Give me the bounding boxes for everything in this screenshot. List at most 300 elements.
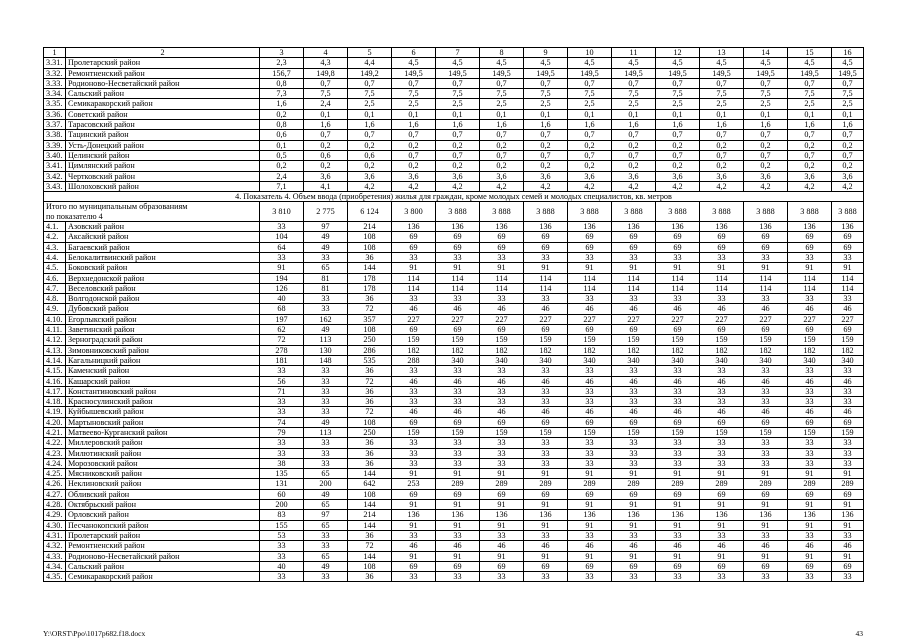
value-cell: 33: [700, 252, 744, 262]
value-cell: 114: [744, 273, 788, 283]
value-cell: 155: [260, 520, 304, 530]
value-cell: 49: [304, 325, 348, 335]
district-name: Дубовский район: [66, 304, 260, 314]
value-cell: 4,5: [392, 58, 436, 68]
value-cell: 46: [568, 407, 612, 417]
table-row: [44, 500, 864, 510]
value-cell: 159: [524, 335, 568, 345]
value-cell: 33: [260, 252, 304, 262]
value-cell: 46: [700, 541, 744, 551]
value-cell: 33: [260, 438, 304, 448]
value-cell: 79: [260, 427, 304, 437]
value-cell: 91: [788, 263, 832, 273]
column-number: 1: [44, 48, 66, 58]
value-cell: 7,5: [832, 89, 864, 99]
value-cell: 144: [348, 551, 392, 561]
value-cell: 0,7: [612, 78, 656, 88]
value-cell: 159: [568, 335, 612, 345]
value-cell: 2,5: [744, 99, 788, 109]
footer-page-number: 43: [855, 629, 863, 638]
table-row: [44, 109, 864, 119]
value-cell: 33: [524, 438, 568, 448]
value-cell: 4,2: [348, 181, 392, 191]
value-cell: 91: [568, 520, 612, 530]
value-cell: 33: [612, 438, 656, 448]
value-cell: 33: [392, 530, 436, 540]
value-cell: 4,5: [788, 58, 832, 68]
value-cell: 69: [436, 489, 480, 499]
value-cell: 91: [392, 469, 436, 479]
value-cell: 0,7: [304, 130, 348, 140]
value-cell: 33: [260, 572, 304, 582]
value-cell: 33: [744, 294, 788, 304]
table-row: [44, 520, 864, 530]
table-row: [44, 273, 864, 283]
total-value: 3 888: [788, 202, 832, 222]
value-cell: 33: [832, 572, 864, 582]
section-title: 4. Показатель 4. Объем ввода (приобретения) жилья для граждан, кроме молодых семей и молодых специалистов, кв. метров: [44, 192, 864, 202]
value-cell: 69: [656, 242, 700, 252]
value-cell: 91: [700, 551, 744, 561]
value-cell: 0,1: [304, 109, 348, 119]
value-cell: 1,6: [480, 120, 524, 130]
table-row: [44, 397, 864, 407]
value-cell: 253: [392, 479, 436, 489]
value-cell: 46: [656, 407, 700, 417]
value-cell: 340: [744, 355, 788, 365]
value-cell: 33: [304, 438, 348, 448]
value-cell: 7,5: [744, 89, 788, 99]
value-cell: 69: [524, 325, 568, 335]
value-cell: 182: [612, 345, 656, 355]
value-cell: 149,5: [480, 68, 524, 78]
value-cell: 0,7: [656, 150, 700, 160]
value-cell: 4,2: [480, 181, 524, 191]
value-cell: 159: [832, 427, 864, 437]
value-cell: 46: [656, 376, 700, 386]
value-cell: 0,8: [260, 78, 304, 88]
value-cell: 4,5: [744, 58, 788, 68]
value-cell: 227: [568, 314, 612, 324]
table-row: [44, 551, 864, 561]
value-cell: 69: [392, 489, 436, 499]
value-cell: 69: [612, 417, 656, 427]
value-cell: 144: [348, 469, 392, 479]
value-cell: 1,6: [700, 120, 744, 130]
value-cell: 49: [304, 417, 348, 427]
value-cell: 36: [348, 458, 392, 468]
district-name: Обливский район: [66, 489, 260, 499]
district-name: Боковский район: [66, 263, 260, 273]
value-cell: 227: [656, 314, 700, 324]
value-cell: 33: [568, 386, 612, 396]
value-cell: 0,7: [392, 130, 436, 140]
value-cell: 0,1: [260, 140, 304, 150]
value-cell: 4,2: [744, 181, 788, 191]
value-cell: 0,7: [744, 130, 788, 140]
value-cell: 33: [568, 252, 612, 262]
district-name: Ремонтненский район: [66, 68, 260, 78]
row-number: 3.39.: [44, 140, 66, 150]
value-cell: 33: [436, 386, 480, 396]
district-name: Мартыновский район: [66, 417, 260, 427]
value-cell: 33: [304, 448, 348, 458]
value-cell: 91: [832, 263, 864, 273]
value-cell: 33: [436, 366, 480, 376]
table-row: [44, 99, 864, 109]
value-cell: 136: [744, 222, 788, 232]
value-cell: 36: [348, 252, 392, 262]
value-cell: 69: [568, 232, 612, 242]
value-cell: 4,4: [348, 58, 392, 68]
value-cell: 3,6: [348, 171, 392, 181]
value-cell: 136: [832, 222, 864, 232]
value-cell: 46: [392, 376, 436, 386]
value-cell: 33: [480, 252, 524, 262]
value-cell: 340: [480, 355, 524, 365]
value-cell: 136: [436, 510, 480, 520]
value-cell: 33: [524, 366, 568, 376]
value-cell: 33: [392, 386, 436, 396]
district-name: Красносулинский район: [66, 397, 260, 407]
value-cell: 136: [788, 222, 832, 232]
value-cell: 69: [436, 325, 480, 335]
value-cell: 69: [612, 561, 656, 571]
value-cell: 91: [700, 263, 744, 273]
row-number: 4.4.: [44, 252, 66, 262]
value-cell: 46: [744, 407, 788, 417]
value-cell: 69: [524, 561, 568, 571]
value-cell: 46: [568, 304, 612, 314]
value-cell: 340: [436, 355, 480, 365]
value-cell: 114: [700, 273, 744, 283]
value-cell: 46: [480, 304, 524, 314]
value-cell: 7,5: [304, 89, 348, 99]
total-row: [44, 202, 864, 212]
value-cell: 33: [524, 572, 568, 582]
value-cell: 1,6: [568, 120, 612, 130]
value-cell: 0,2: [524, 161, 568, 171]
value-cell: 340: [832, 355, 864, 365]
value-cell: 33: [656, 252, 700, 262]
value-cell: 149,2: [348, 68, 392, 78]
value-cell: 1,6: [260, 99, 304, 109]
value-cell: 114: [568, 273, 612, 283]
value-cell: 113: [304, 335, 348, 345]
value-cell: 4,2: [524, 181, 568, 191]
district-name: Мясниковский район: [66, 469, 260, 479]
value-cell: 0,1: [392, 109, 436, 119]
value-cell: 136: [700, 222, 744, 232]
value-cell: 91: [656, 520, 700, 530]
value-cell: 159: [392, 335, 436, 345]
value-cell: 2,4: [304, 99, 348, 109]
total-value: 3 888: [656, 202, 700, 222]
value-cell: 0,7: [744, 150, 788, 160]
value-cell: 159: [744, 427, 788, 437]
value-cell: 72: [348, 541, 392, 551]
value-cell: 1,6: [524, 120, 568, 130]
total-label: Итого по муниципальным образованиям: [44, 202, 260, 212]
value-cell: 136: [656, 222, 700, 232]
value-cell: 46: [480, 541, 524, 551]
value-cell: 40: [260, 294, 304, 304]
value-cell: 0,2: [348, 161, 392, 171]
value-cell: 0,2: [304, 140, 348, 150]
value-cell: 49: [304, 232, 348, 242]
value-cell: 3,6: [568, 171, 612, 181]
value-cell: 91: [480, 263, 524, 273]
value-cell: 0,1: [436, 109, 480, 119]
value-cell: 91: [524, 500, 568, 510]
value-cell: 33: [568, 366, 612, 376]
value-cell: 69: [788, 561, 832, 571]
value-cell: 182: [392, 345, 436, 355]
value-cell: 3,6: [832, 171, 864, 181]
value-cell: 91: [568, 263, 612, 273]
value-cell: 159: [480, 335, 524, 345]
value-cell: 0,8: [260, 120, 304, 130]
district-name: Песчанокопский район: [66, 520, 260, 530]
value-cell: 162: [304, 314, 348, 324]
value-cell: 7,5: [656, 89, 700, 99]
value-cell: 91: [788, 520, 832, 530]
row-number: 4.11.: [44, 325, 66, 335]
value-cell: 33: [832, 366, 864, 376]
value-cell: 114: [524, 273, 568, 283]
value-cell: 0,2: [744, 140, 788, 150]
value-cell: 69: [568, 417, 612, 427]
value-cell: 36: [348, 397, 392, 407]
column-number: 5: [348, 48, 392, 58]
value-cell: 33: [744, 397, 788, 407]
value-cell: 46: [524, 304, 568, 314]
row-number: 3.31.: [44, 58, 66, 68]
value-cell: 91: [656, 263, 700, 273]
value-cell: 33: [260, 366, 304, 376]
district-name: Волгодонской район: [66, 294, 260, 304]
table-row: [44, 386, 864, 396]
value-cell: 289: [744, 479, 788, 489]
value-cell: 227: [524, 314, 568, 324]
row-number: 4.35.: [44, 572, 66, 582]
value-cell: 0,1: [832, 109, 864, 119]
value-cell: 36: [348, 530, 392, 540]
value-cell: 4,1: [304, 181, 348, 191]
table-row: [44, 58, 864, 68]
value-cell: 0,7: [436, 130, 480, 140]
value-cell: 33: [436, 252, 480, 262]
value-cell: 0,2: [832, 140, 864, 150]
value-cell: 65: [304, 469, 348, 479]
column-number: 10: [568, 48, 612, 58]
value-cell: 69: [832, 417, 864, 427]
row-number: 3.37.: [44, 120, 66, 130]
value-cell: 33: [700, 386, 744, 396]
district-name: Заветинский район: [66, 325, 260, 335]
value-cell: 0,7: [304, 78, 348, 88]
value-cell: 289: [524, 479, 568, 489]
district-name: Пролетарский район: [66, 530, 260, 540]
district-name: Ремонтненский район: [66, 541, 260, 551]
table-row: [44, 232, 864, 242]
district-name: Аксайский район: [66, 232, 260, 242]
value-cell: 114: [832, 283, 864, 293]
value-cell: 4,2: [788, 181, 832, 191]
column-number: 8: [480, 48, 524, 58]
value-cell: 33: [788, 294, 832, 304]
value-cell: 72: [348, 407, 392, 417]
value-cell: 69: [480, 417, 524, 427]
value-cell: 33: [524, 458, 568, 468]
value-cell: 33: [436, 397, 480, 407]
district-name: Неклиновский район: [66, 479, 260, 489]
table-row: [44, 407, 864, 417]
value-cell: 340: [700, 355, 744, 365]
total-value: 3 888: [524, 202, 568, 222]
value-cell: 33: [700, 397, 744, 407]
column-number: 13: [700, 48, 744, 58]
value-cell: 33: [480, 397, 524, 407]
row-number: 4.2.: [44, 232, 66, 242]
value-cell: 0,2: [480, 161, 524, 171]
value-cell: 0,7: [788, 78, 832, 88]
district-name: Сальский район: [66, 561, 260, 571]
value-cell: 289: [656, 479, 700, 489]
value-cell: 46: [744, 304, 788, 314]
value-cell: 0,2: [832, 161, 864, 171]
row-number: 3.42.: [44, 171, 66, 181]
value-cell: 3,6: [788, 171, 832, 181]
value-cell: 36: [348, 438, 392, 448]
value-cell: 81: [304, 283, 348, 293]
value-cell: 33: [480, 572, 524, 582]
value-cell: 33: [392, 438, 436, 448]
value-cell: 33: [260, 222, 304, 232]
value-cell: 178: [348, 283, 392, 293]
district-name: Родионово-Несветайский район: [66, 551, 260, 561]
value-cell: 149,5: [744, 68, 788, 78]
value-cell: 4,5: [568, 58, 612, 68]
column-number: 15: [788, 48, 832, 58]
value-cell: 108: [348, 232, 392, 242]
value-cell: 535: [348, 355, 392, 365]
value-cell: 33: [656, 458, 700, 468]
value-cell: 136: [524, 222, 568, 232]
value-cell: 46: [656, 541, 700, 551]
value-cell: 4,2: [568, 181, 612, 191]
value-cell: 46: [524, 541, 568, 551]
value-cell: 46: [436, 376, 480, 386]
value-cell: 0,7: [348, 78, 392, 88]
value-cell: 91: [260, 263, 304, 273]
value-cell: 1,6: [656, 120, 700, 130]
value-cell: 69: [788, 417, 832, 427]
value-cell: 182: [480, 345, 524, 355]
value-cell: 33: [700, 530, 744, 540]
value-cell: 33: [524, 530, 568, 540]
value-cell: 33: [700, 438, 744, 448]
district-name: Цимлянский район: [66, 161, 260, 171]
table-row: [44, 161, 864, 171]
table-row: [44, 263, 864, 273]
column-number: 12: [656, 48, 700, 58]
value-cell: 69: [392, 561, 436, 571]
value-cell: 91: [524, 469, 568, 479]
value-cell: 69: [480, 325, 524, 335]
district-name: Семикаракорский район: [66, 572, 260, 582]
value-cell: 97: [304, 510, 348, 520]
value-cell: 91: [656, 500, 700, 510]
table-row: [44, 458, 864, 468]
table-row: [44, 438, 864, 448]
value-cell: 33: [568, 458, 612, 468]
district-name: Октябрьский район: [66, 500, 260, 510]
value-cell: 136: [656, 510, 700, 520]
value-cell: 4,5: [436, 58, 480, 68]
value-cell: 33: [832, 448, 864, 458]
value-cell: 108: [348, 325, 392, 335]
value-cell: 46: [700, 407, 744, 417]
table-row: [44, 130, 864, 140]
value-cell: 114: [524, 283, 568, 293]
value-cell: 1,6: [436, 120, 480, 130]
value-cell: 33: [304, 376, 348, 386]
value-cell: 0,7: [832, 150, 864, 160]
value-cell: 159: [612, 427, 656, 437]
value-cell: 91: [568, 500, 612, 510]
value-cell: 69: [744, 417, 788, 427]
value-cell: 136: [568, 222, 612, 232]
value-cell: 91: [744, 469, 788, 479]
value-cell: 91: [436, 500, 480, 510]
value-cell: 69: [656, 325, 700, 335]
district-name: Константиновский район: [66, 386, 260, 396]
value-cell: 91: [832, 520, 864, 530]
value-cell: 46: [788, 376, 832, 386]
value-cell: 69: [744, 232, 788, 242]
column-number: 11: [612, 48, 656, 58]
value-cell: 136: [480, 222, 524, 232]
value-cell: 149,5: [524, 68, 568, 78]
value-cell: 33: [832, 530, 864, 540]
value-cell: 91: [524, 263, 568, 273]
value-cell: 33: [612, 572, 656, 582]
value-cell: 0,1: [612, 109, 656, 119]
header-row: [44, 48, 864, 58]
value-cell: 64: [260, 242, 304, 252]
value-cell: 178: [348, 273, 392, 283]
value-cell: 91: [568, 469, 612, 479]
value-cell: 33: [656, 397, 700, 407]
value-cell: 1,6: [612, 120, 656, 130]
value-cell: 91: [612, 520, 656, 530]
value-cell: 33: [260, 407, 304, 417]
table-row: [44, 427, 864, 437]
value-cell: 36: [348, 366, 392, 376]
value-cell: 33: [744, 386, 788, 396]
value-cell: 0,1: [348, 109, 392, 119]
value-cell: 74: [260, 417, 304, 427]
value-cell: 3,6: [304, 171, 348, 181]
value-cell: 33: [480, 530, 524, 540]
row-number: 4.6.: [44, 273, 66, 283]
value-cell: 91: [832, 551, 864, 561]
row-number: 4.17.: [44, 386, 66, 396]
value-cell: 288: [392, 355, 436, 365]
value-cell: 33: [744, 530, 788, 540]
value-cell: 0,2: [700, 140, 744, 150]
